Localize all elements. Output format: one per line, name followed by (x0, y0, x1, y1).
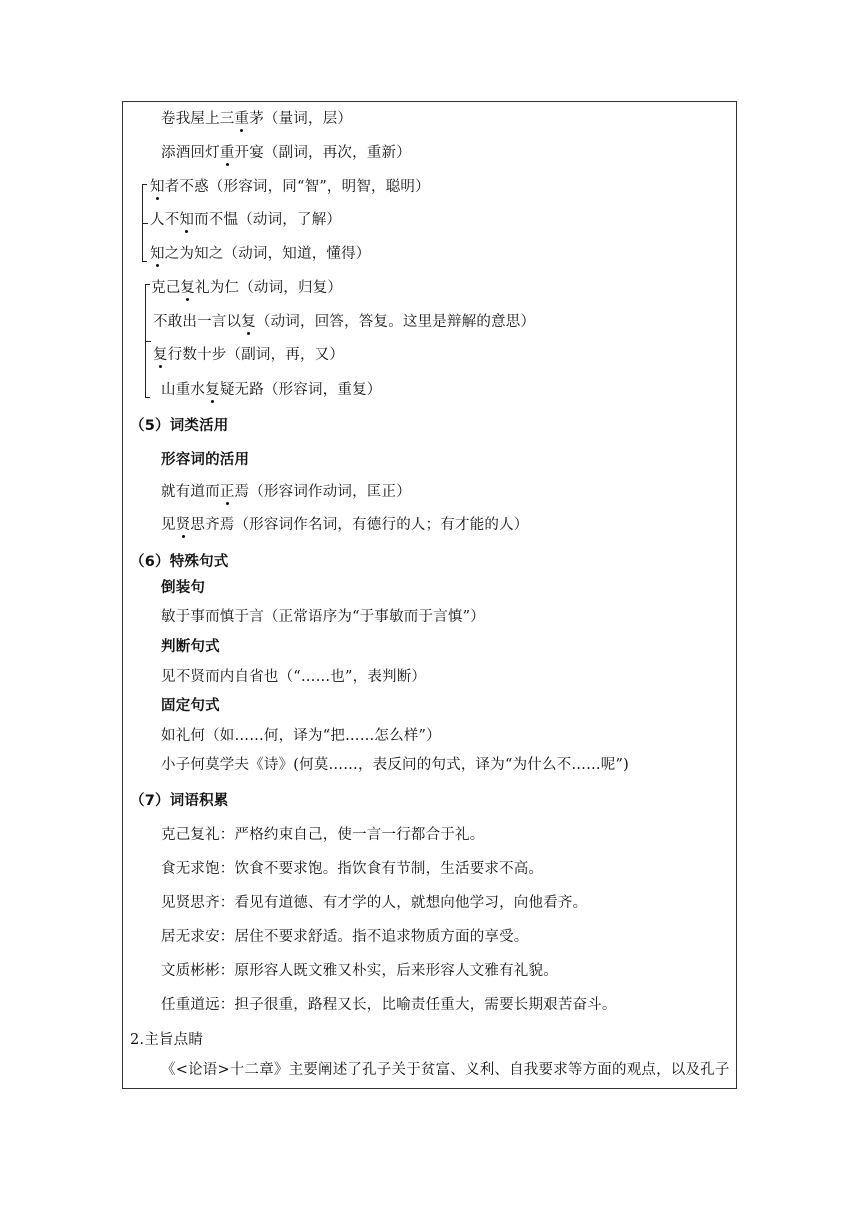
section-heading: 2.主旨点睛 (130, 1032, 204, 1048)
section-heading: （7）词语积累 (130, 793, 229, 809)
example-line: 人不知而不愠（动词，了解） (150, 212, 342, 228)
vocab-entry: 食无求饱：饮食不要求饱。指饮食有节制，生活要求不高。 (161, 861, 544, 877)
group-brace (145, 284, 150, 398)
section-heading: （6）特殊句式 (130, 554, 229, 570)
example-line: 复行数十步（副词，再，又） (153, 347, 345, 363)
example-line: 克己复礼为仁（动词，归复） (151, 280, 343, 296)
vocab-entry: 克己复礼：严格约束自己，使一言一行都合于礼。 (161, 827, 485, 843)
text-line: 如礼何（如……何，译为“把……怎么样”） (161, 728, 441, 744)
example-line: 知者不惑（形容词，同“智”，明智，聪明） (150, 179, 430, 195)
example-line: 添酒回灯重开宴（副词，再次，重新） (161, 145, 411, 161)
group-brace (142, 184, 147, 262)
example-line: 山重水复疑无路（形容词，重复） (161, 382, 382, 398)
example-line: 卷我屋上三重茅（量词，层） (161, 111, 353, 127)
vocab-entry: 文质彬彬：原形容人既文雅又朴实，后来形容人文雅有礼貌。 (161, 963, 558, 979)
sub-heading: 判断句式 (161, 639, 220, 655)
vocab-entry: 任重道远：担子很重，路程又长，比喻责任重大，需要长期艰苦奋斗。 (161, 997, 617, 1013)
sub-heading: 倒装句 (161, 580, 206, 596)
vocab-entry: 居无求安：居住不要求舒适。指不追求物质方面的享受。 (161, 929, 529, 945)
sub-heading: 形容词的活用 (161, 452, 250, 468)
section-heading: （5）词类活用 (130, 418, 229, 434)
vocab-entry: 见贤思齐：看见有道德、有才学的人，就想向他学习，向他看齐。 (161, 895, 588, 911)
sub-heading: 固定句式 (161, 698, 220, 714)
text-line: 见不贤而内自省也（“……也”，表判断） (161, 669, 427, 685)
text-line: 小子何莫学夫《诗》(何莫……，表反问的句式，译为“为什么不……呢”) (161, 757, 629, 773)
text-line: 《<论语>十二章》主要阐述了孔子关于贫富、义利、自我要求等方面的观点，以及孔子 (161, 1062, 730, 1078)
example-line: 见贤思齐焉（形容词作名词，有德行的人；有才能的人） (161, 517, 529, 533)
example-line: 不敢出一言以复（动词，回答，答复。这里是辩解的意思） (153, 314, 536, 330)
example-line: 知之为知之（动词，知道，懂得） (150, 246, 371, 262)
example-line: 就有道而正焉（形容词作动词，匡正） (161, 484, 411, 500)
text-line: 敏于事而慎于言（正常语序为“于事敏而于言慎”） (161, 609, 485, 625)
